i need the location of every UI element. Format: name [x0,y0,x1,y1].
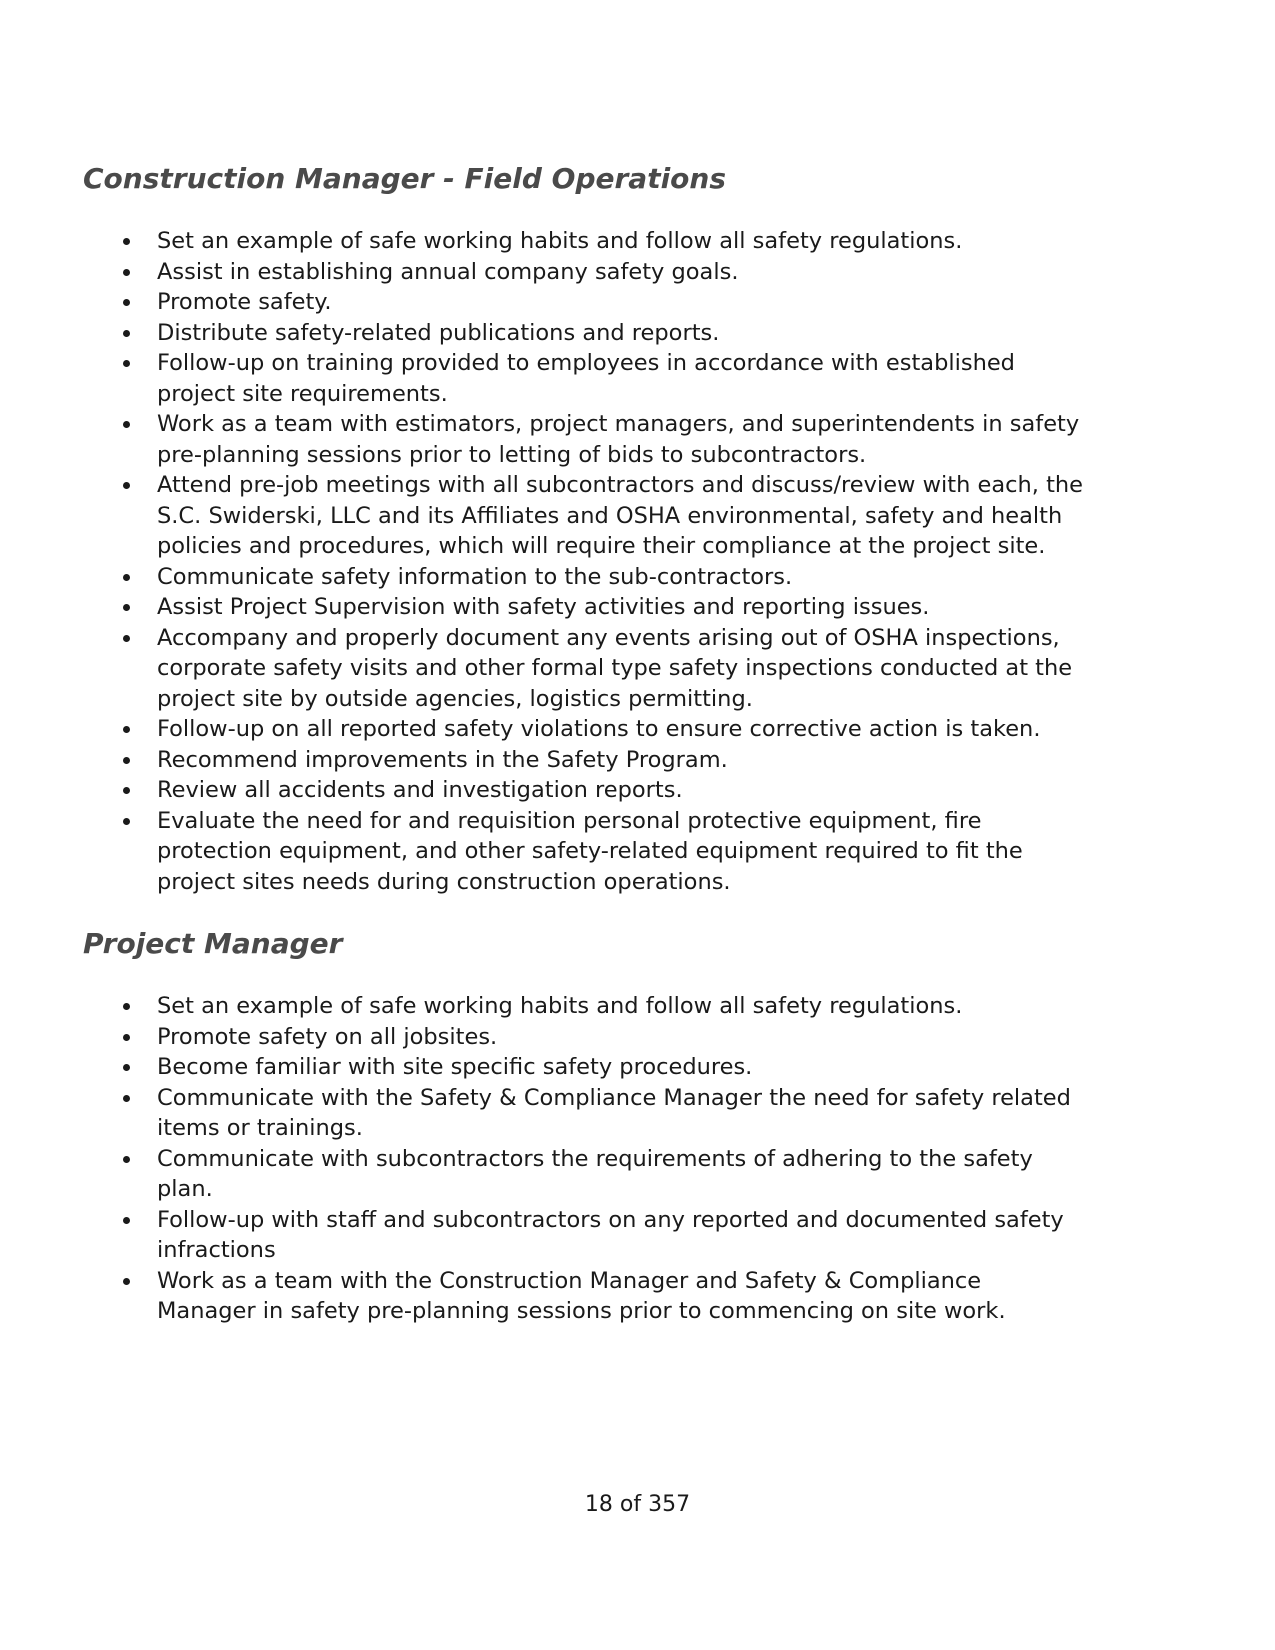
list-item [157,470,1217,562]
list-item [157,287,1217,318]
list-item-text: infractions [157,1237,276,1263]
bullet-icon [123,1034,130,1041]
list-item-text: Evaluate the need for and requisition personal protective equipment, fire [157,807,982,834]
section-title-construction-manager: Construction Manager - Field Operations [83,162,727,195]
list-item-text: Set an example of safe working habits and follow all safety regulations. [157,228,963,254]
list-item [157,1266,1217,1327]
bullet-icon [123,818,130,825]
bullet-icon [123,757,130,764]
list-item-text: Follow-up on all reported safety violations to ensure corrective action is taken. [157,716,1041,742]
list-item-text: Assist Project Supervision with safety activities and reporting issues. [157,594,930,620]
list-item-text: Communicate safety information to the sub-contractors. [157,563,793,590]
list-item-text: Become familiar with site specific safety procedures. [157,1054,753,1080]
bullet-icon [123,330,130,337]
list-item [157,409,1217,470]
list-item-text: pre-planning sessions prior to letting of bids to subcontractors. [157,441,867,468]
list-item [157,348,1217,409]
list-item-text: Promote safety. [157,289,332,315]
list-item [157,623,1217,715]
list-item [157,1205,1217,1266]
list-item-text: Work as a team with estimators, project managers, and superintendents in safety [157,411,1080,437]
list-item [157,714,1217,745]
list-item-text: Work as a team with the Construction Manager and Safety & Compliance [157,1267,982,1294]
bullet-icon [123,299,130,306]
list-item-text: S.C. Swiderski, LLC and its Affiliates and OSHA environmental, safety and health [157,502,1063,529]
bullet-icon [123,421,130,428]
list-item [157,562,1217,593]
list-item-text: project sites needs during construction operations. [157,868,731,895]
bullet-icon [123,360,130,367]
list-item [157,592,1217,623]
bullet-icon [123,1278,130,1285]
bullet-icon [123,787,130,794]
bullet-icon [123,635,130,642]
bullet-icon [123,604,130,611]
bullet-icon [123,1217,130,1224]
list-item [157,1144,1217,1205]
list-item [157,226,1217,257]
list-item [157,257,1217,288]
list-item-text: Set an example of safe working habits and follow all safety regulations. [157,993,963,1019]
list-item-text: Follow-up on training provided to employees in accordance with established [157,350,1015,376]
list-item-text: protection equipment, and other safety-related equipment required to fit the [157,838,1023,864]
list-item-text: Attend pre-job meetings with all subcontractors and discuss/review with each, the [157,472,1083,498]
list-item-text: Assist in establishing annual company safety goals. [157,258,739,285]
list-item-text: Communicate with subcontractors the requirements of adhering to the safety [157,1145,1033,1172]
bullet-list-project-manager [157,991,1217,1327]
list-item [157,806,1217,898]
list-item-text: Communicate with the Safety & Compliance Manager the need for safety related [157,1084,1071,1111]
list-item-text: project site by outside agencies, logistics permitting. [157,685,753,712]
list-item-text: items or trainings. [157,1115,363,1141]
list-item [157,775,1217,806]
bullet-list-construction-manager [157,226,1217,897]
list-item-text: plan. [157,1176,213,1202]
bullet-icon [123,574,130,581]
list-item [157,745,1217,776]
list-item [157,991,1217,1022]
bullet-icon [123,1156,130,1163]
list-item-text: Recommend improvements in the Safety Program. [157,746,728,773]
bullet-icon [123,269,130,276]
list-item-text: Distribute safety-related publications and reports. [157,319,720,346]
list-item [157,1022,1217,1053]
list-item-text: project site requirements. [157,380,448,407]
bullet-icon [123,726,130,733]
list-item-text: Manager in safety pre-planning sessions prior to commencing on site work. [157,1298,1006,1324]
bullet-icon [123,1003,130,1010]
bullet-icon [123,482,130,489]
list-item-text: Promote safety on all jobsites. [157,1023,498,1050]
list-item [157,1052,1217,1083]
list-item [157,318,1217,349]
list-item-text: Accompany and properly document any events arising out of OSHA inspections, [157,624,1060,651]
list-item [157,1083,1217,1144]
list-item-text: corporate safety visits and other formal type safety inspections conducted at the [157,655,1073,681]
section-title-project-manager: Project Manager [83,927,343,960]
page-number: 18 of 357 [584,1492,691,1517]
list-item-text: Review all accidents and investigation reports. [157,777,683,803]
bullet-icon [123,1095,130,1102]
list-item-text: policies and procedures, which will require their compliance at the project site. [157,533,1046,559]
list-item-text: Follow-up with staff and subcontractors on any reported and documented safety [157,1206,1064,1233]
bullet-icon [123,1064,130,1071]
bullet-icon [123,238,130,245]
